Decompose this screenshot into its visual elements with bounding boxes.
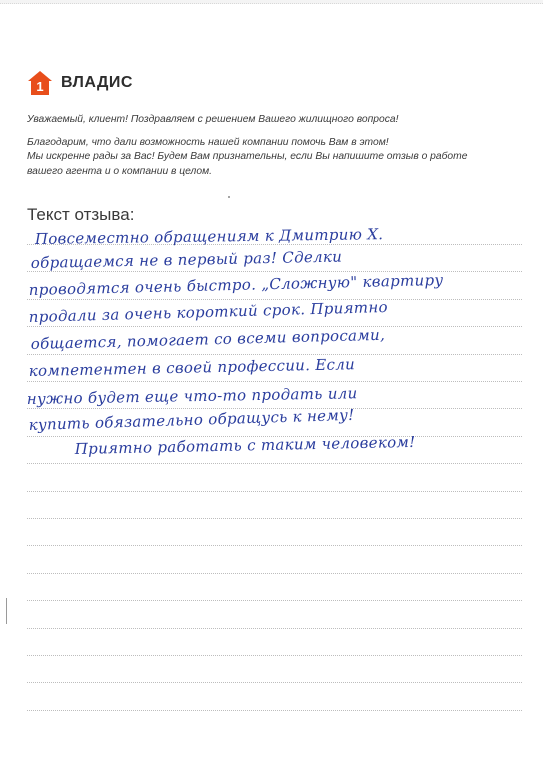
ruled-line [27,271,522,272]
ruled-line [27,326,522,327]
ruled-line [27,573,522,574]
handwritten-line-7: нужно будет еще что-то продать или [26,384,358,408]
ruled-line [27,381,522,382]
ruled-line [27,628,522,629]
ruled-line [27,518,522,519]
house-icon [27,70,53,96]
brand-name: ВЛАДИС [61,74,133,91]
handwritten-line-4: продали за очень короткий срок. Приятно [28,297,389,326]
ruled-line [27,655,522,656]
ruled-line [27,682,522,683]
thanks-line: Благодарим, что дали возможность нашей компании помочь Вам в этом! [27,137,389,149]
handwritten-line-9: Приятно работать с таким человеком! [74,432,416,458]
handwritten-line-3: проводятся очень быстро. „Сложную" квартиру [28,270,444,299]
ruled-line [27,299,522,300]
ruled-line [27,710,522,711]
ruled-line [27,600,522,601]
greeting-line: Уважаемый, клиент! Поздравляем с решением Вашего жилищного вопроса! [27,114,399,125]
ruled-line [27,354,522,355]
ruled-line [27,491,522,492]
ruled-line [27,463,522,464]
review-writing-area [26,225,522,724]
handwritten-line-5: общается, помогает со всеми вопросами, [30,325,386,353]
request-line-1: Мы искренне рады за Вас! Будем Вам признательны, если Вы напишите отзыв о работе [27,151,468,163]
badge-digit: 1 [36,79,44,94]
margin-mark [6,598,7,624]
review-heading: Текст отзыва: [27,205,135,224]
ruled-line [27,545,522,546]
handwritten-line-2: обращаемся не в первый раз! Сделки [30,247,343,272]
stray-mark [228,196,230,198]
handwritten-line-6: компетентен в своей профессии. Если [28,355,356,380]
handwritten-line-1: Повсеместно обращениям к Дмитрию Х. [34,225,384,248]
intro-text [27,113,522,179]
handwritten-line-8: купить обязательно обращусь к нему! [28,405,355,434]
page-top-edge [0,0,543,4]
request-line-2: вашего агента и о компании в целом. [27,165,212,177]
brand-logo [27,70,133,96]
